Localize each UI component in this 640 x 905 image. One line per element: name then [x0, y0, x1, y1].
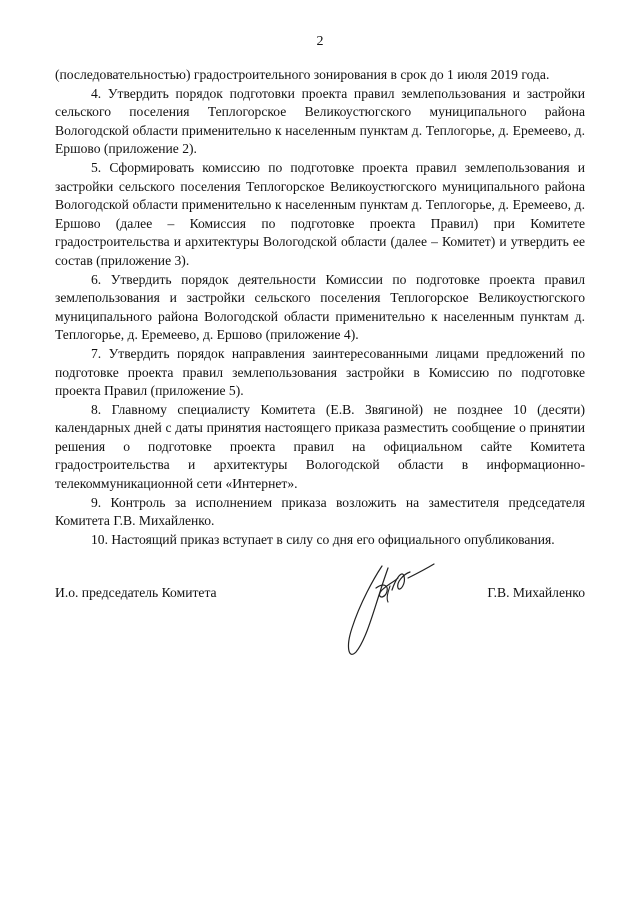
paragraph-item-5: 5. Сформировать комиссию по подготовке проекта правил землепользования и застройки сельского поселения Теплогорское Великоустюгского муниципального района Вологодской области применительно к населенным пунктам д. Теплогорье, д. Еремеево, д. Ершово (далее – Комиссия по подготовке проекта Правил) при Комитете градостроительства и архитектуры Вологодской области (далее – Комитет) и утвердить ее состав (приложение 3). [55, 159, 585, 268]
document-body [55, 66, 585, 549]
signature-block [55, 585, 585, 615]
handwritten-signature [330, 548, 440, 668]
paragraph-item-4: 4. Утвердить порядок подготовки проекта правил землепользования и застройки сельского поселения Теплогорское Великоустюгского муниципального района Вологодской области применительно к населенным пунктам д. Теплогорье, д. Еремеево, д. Ершово (приложение 2). [55, 85, 585, 157]
paragraph-item-6: 6. Утвердить порядок деятельности Комиссии по подготовке проекта правил землепользования и застройки сельского поселения Теплогорское Великоустюгского муниципального района Вологодской области применительно к населенным пунктам д. Теплогорье, д. Еремеево, д. Ершово (приложение 4). [55, 271, 585, 343]
signer-name: Г.В. Михайленко [487, 585, 585, 600]
paragraph-item-7: 7. Утвердить порядок направления заинтересованными лицами предложений по подготовке проекта правил землепользования застройки в Комиссию по подготовке проекта Правил (приложение 5). [55, 345, 585, 399]
paragraph-item-10: 10. Настоящий приказ вступает в силу со дня его официального опубликования. [91, 531, 555, 547]
page-number: 2 [316, 34, 324, 49]
paragraph-continuation: (последовательностью) градостроительного зонирования в срок до 1 июля 2019 года. [55, 67, 550, 82]
paragraph-item-8: 8. Главному специалисту Комитета (Е.В. Звягиной) не позднее 10 (десяти) календарных дней с даты принятия настоящего приказа разместить сообщение о принятии решения о подготовке проекта правил на официальном сайте Комитета градостроительства и архитектуры Вологодской области в информационно-телекоммуникационной сети «Интернет». [55, 401, 585, 492]
signer-position-title: И.о. председатель Комитета [55, 585, 217, 600]
paragraph-item-9: 9. Контроль за исполнением приказа возложить на заместителя председателя Комитета Г.В. Михайленко. [55, 494, 585, 529]
